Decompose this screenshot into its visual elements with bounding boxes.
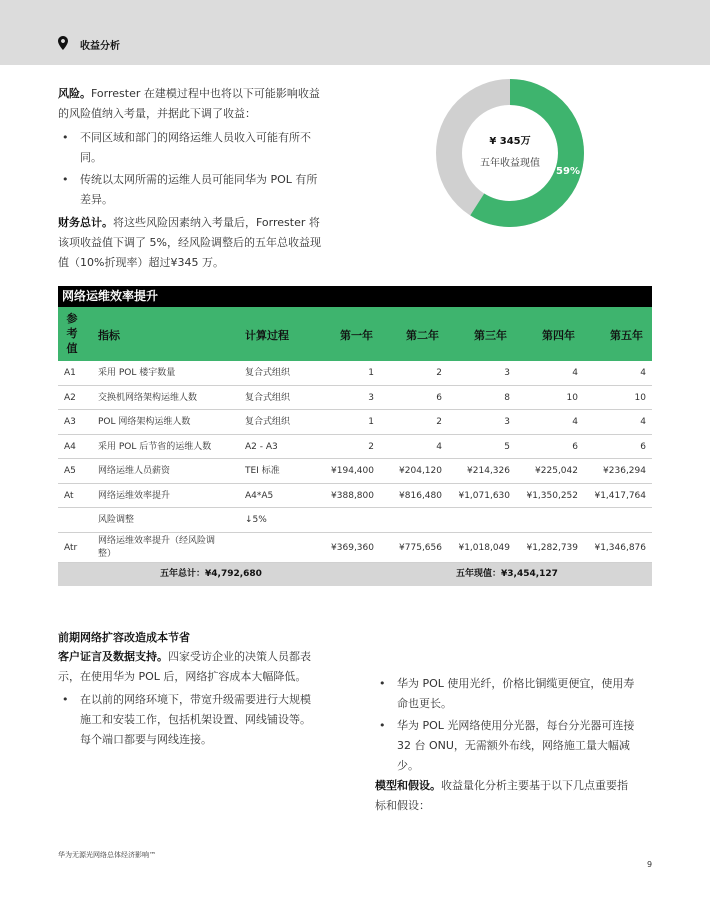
table-row bbox=[58, 533, 652, 564]
cell-metric: POL 网络架构运维人数 bbox=[98, 417, 191, 427]
cost-bullet-3-line3: 少。 bbox=[397, 759, 419, 772]
cell-year-4: ¥1,282,739 bbox=[526, 542, 578, 553]
cell-calc: ↓5% bbox=[245, 515, 267, 525]
table-row bbox=[58, 508, 652, 533]
cost-bullet-2-line1: 华为 POL 使用光纤，价格比铜缆更便宜，使用寿 bbox=[397, 677, 635, 690]
header-year-3: 第三年 bbox=[474, 329, 507, 342]
cell-year-5: 6 bbox=[640, 441, 646, 452]
model-text-line2: 标和假设： bbox=[375, 799, 430, 812]
bullet-dot: • bbox=[62, 131, 69, 144]
cost-lead: 客户证言及数据支持。 bbox=[58, 650, 168, 663]
cost-text-line2: 示，在使用华为 POL 后，网络扩容成本大幅降低。 bbox=[58, 670, 307, 683]
header-metric: 指标 bbox=[98, 329, 120, 342]
page-number: 9 bbox=[647, 860, 653, 869]
cell-metric-line1: 网络运维效率提升（经风险调 bbox=[98, 535, 216, 546]
cost-bullet-3 bbox=[379, 716, 667, 776]
risk-bullet-2-line1: 传统以太网所需的运维人员可能同华为 POL 有所 bbox=[80, 173, 318, 186]
model-paragraph bbox=[375, 776, 670, 816]
cell-calc: TEI 标准 bbox=[245, 466, 280, 476]
header-year-2: 第二年 bbox=[406, 329, 439, 342]
cost-bullet-2-line2: 命也更长。 bbox=[397, 697, 452, 710]
header-ref: 参考值 bbox=[66, 312, 78, 355]
cost-paragraph bbox=[58, 647, 358, 687]
cost-bullet-3-line1: 华为 POL 光网络使用分光器，每台分光器可连接 bbox=[397, 719, 635, 732]
section-title: 收益分析 bbox=[80, 41, 120, 52]
cost-bullet-1-line1: 在以前的网络环境下，带宽升级需要进行大规模 bbox=[80, 693, 311, 706]
cell-year-3: ¥214,326 bbox=[467, 466, 510, 476]
cell-year-4: 4 bbox=[572, 417, 578, 427]
bullet-dot: • bbox=[379, 677, 386, 690]
cell-ref: A3 bbox=[64, 417, 76, 427]
cell-ref: A5 bbox=[64, 466, 76, 476]
bullet-dot: • bbox=[379, 719, 386, 732]
finance-text-line1: 将这些风险因素纳入考量后，Forrester 将 bbox=[113, 216, 320, 229]
cell-year-3: ¥1,071,630 bbox=[458, 490, 510, 501]
cell-metric: 网络运维效率提升 bbox=[98, 490, 171, 501]
cell-calc: A2 - A3 bbox=[245, 441, 278, 452]
five-year-present-value: 五年现值：¥3,454,127 bbox=[456, 569, 558, 579]
cell-ref: Atr bbox=[64, 542, 78, 553]
cell-metric: 风险调整 bbox=[98, 515, 135, 525]
table-header-row bbox=[58, 307, 652, 361]
header-year-1: 第一年 bbox=[340, 329, 373, 342]
cell-year-2: ¥204,120 bbox=[399, 466, 442, 476]
finance-lead: 财务总计。 bbox=[58, 216, 113, 229]
cost-bullet-1-line3: 每个端口都要与网线连接。 bbox=[80, 733, 212, 746]
cell-year-1: ¥369,360 bbox=[331, 542, 374, 553]
table-row bbox=[58, 361, 652, 386]
table-title: 网络运维效率提升 bbox=[58, 286, 652, 307]
donut-label: 五年收益现值 bbox=[480, 158, 540, 169]
risk-lead: 风险。 bbox=[58, 87, 91, 100]
cost-heading: 前期网络扩容改造成本节省 bbox=[58, 631, 190, 644]
five-year-total: 五年总计：¥4,792,680 bbox=[160, 569, 262, 579]
finance-text-line2: 该项收益值下调了 5%，经风险调整后的五年总收益现 bbox=[58, 236, 321, 249]
donut-percent-label: 59% bbox=[556, 166, 580, 177]
header-year-5: 第五年 bbox=[610, 329, 643, 342]
cell-year-4: 10 bbox=[566, 392, 578, 403]
risk-bullet-1-line1: 不同区域和部门的网络运维人员收入可能有所不 bbox=[80, 131, 311, 144]
cell-year-2: ¥775,656 bbox=[399, 542, 442, 553]
header-year-4: 第四年 bbox=[542, 329, 575, 342]
cost-bullet-2 bbox=[379, 674, 667, 714]
cell-calc: A4*A5 bbox=[245, 490, 274, 501]
cell-year-3: 3 bbox=[504, 417, 510, 427]
risk-bullet-1-line2: 同。 bbox=[80, 151, 102, 164]
risk-text-line1: Forrester 在建模过程中也将以下可能影响收益 bbox=[91, 87, 320, 100]
cell-year-1: ¥388,800 bbox=[331, 490, 374, 501]
cell-year-3: ¥1,018,049 bbox=[458, 542, 510, 553]
cell-year-3: 5 bbox=[504, 441, 510, 452]
cell-year-5: 10 bbox=[634, 392, 646, 403]
bullet-dot: • bbox=[62, 173, 69, 186]
cell-year-2: 2 bbox=[436, 368, 442, 378]
risk-bullet-1 bbox=[62, 128, 360, 168]
model-lead: 模型和假设。 bbox=[375, 779, 441, 792]
cell-year-3: 8 bbox=[504, 392, 510, 403]
cell-year-3: 3 bbox=[504, 368, 510, 378]
cell-year-4: 6 bbox=[572, 441, 578, 452]
cell-year-1: 3 bbox=[368, 392, 374, 403]
cell-calc: 复合式组织 bbox=[245, 392, 291, 403]
cost-text-line1: 四家受访企业的决策人员都表 bbox=[168, 650, 311, 663]
risk-bullet-2-line2: 差异。 bbox=[80, 193, 113, 206]
cell-year-4: ¥1,350,252 bbox=[526, 490, 578, 501]
table-row bbox=[58, 386, 652, 411]
table-row bbox=[58, 484, 652, 509]
table-total-row bbox=[58, 563, 652, 586]
cell-year-1: 1 bbox=[368, 368, 374, 378]
page-header bbox=[0, 0, 710, 65]
table-row bbox=[58, 459, 652, 484]
cell-year-4: ¥225,042 bbox=[535, 466, 578, 476]
table-row bbox=[58, 435, 652, 460]
cell-ref: At bbox=[64, 490, 74, 501]
cell-metric-line2: 整） bbox=[98, 548, 117, 559]
footer-text: 华为无源光网络总体经济影响™ bbox=[58, 851, 156, 859]
cost-bullet-1 bbox=[62, 690, 360, 750]
table-row bbox=[58, 410, 652, 435]
cell-ref: A1 bbox=[64, 368, 76, 378]
cell-year-5: ¥236,294 bbox=[603, 466, 646, 476]
cell-year-2: ¥816,480 bbox=[399, 490, 442, 501]
cell-metric: 采用 POL 后节省的运维人数 bbox=[98, 441, 212, 452]
location-pin-icon bbox=[58, 36, 68, 50]
cell-year-2: 2 bbox=[436, 417, 442, 427]
cell-year-2: 6 bbox=[436, 392, 442, 403]
cell-year-4: 4 bbox=[572, 368, 578, 378]
benefit-donut-chart bbox=[435, 78, 585, 228]
cost-bullet-3-line2: 32 台 ONU，无需额外布线，网络施工量大幅减 bbox=[397, 739, 630, 752]
cell-year-1: 2 bbox=[368, 441, 374, 452]
cell-year-5: ¥1,417,764 bbox=[594, 490, 646, 501]
header-calc: 计算过程 bbox=[245, 329, 289, 342]
cell-ref: A2 bbox=[64, 392, 76, 403]
model-text-line1: 收益量化分析主要基于以下几点重要指 bbox=[441, 779, 628, 792]
risk-bullet-2 bbox=[62, 170, 360, 210]
cell-metric: 交换机网络架构运维人数 bbox=[98, 392, 198, 403]
cell-ref: A4 bbox=[64, 441, 76, 452]
donut-value: ¥ 345万 bbox=[489, 136, 531, 147]
cell-calc: 复合式组织 bbox=[245, 417, 291, 427]
cost-bullet-1-line2: 施工和安装工作，包括机架设置、网线铺设等。 bbox=[80, 713, 311, 726]
cell-year-5: 4 bbox=[640, 368, 646, 378]
cell-calc: 复合式组织 bbox=[245, 368, 291, 378]
cell-year-5: 4 bbox=[640, 417, 646, 427]
cell-year-2: 4 bbox=[436, 441, 442, 452]
cell-year-1: 1 bbox=[368, 417, 374, 427]
risk-text-line2: 的风险值纳入考量，并据此下调了收益： bbox=[58, 107, 256, 120]
cell-metric: 网络运维人员薪资 bbox=[98, 466, 171, 476]
cell-metric: 采用 POL 楼宇数量 bbox=[98, 368, 176, 378]
cell-year-5: ¥1,346,876 bbox=[594, 542, 646, 553]
cell-year-1: ¥194,400 bbox=[331, 466, 374, 476]
finance-paragraph bbox=[58, 213, 368, 273]
finance-text-line3: 值（10%折现率）超过¥345 万。 bbox=[58, 256, 224, 269]
risk-paragraph bbox=[58, 84, 358, 124]
bullet-dot: • bbox=[62, 693, 69, 706]
